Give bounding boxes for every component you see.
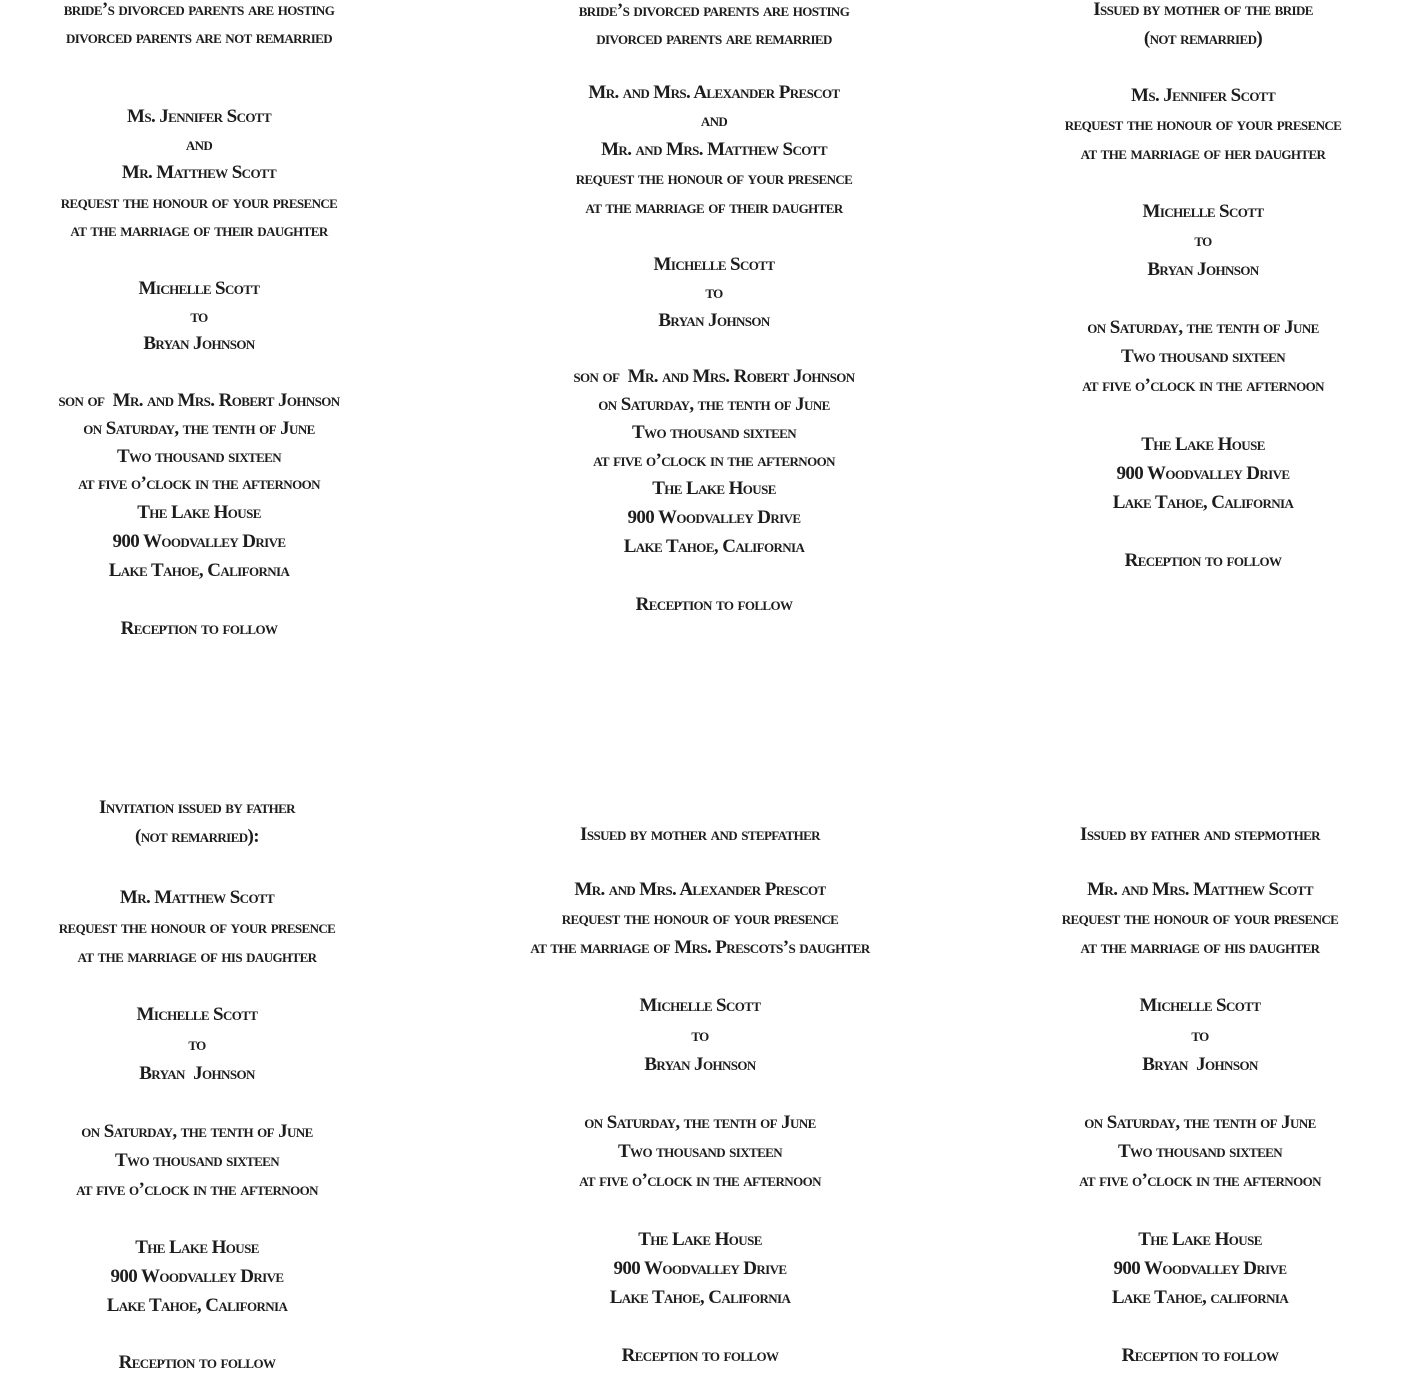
invitation-line: Bryan Johnson — [143, 333, 255, 354]
invitation-line: Bryan Johnson — [658, 310, 770, 331]
invitation-line: at the marriage of his daughter — [77, 946, 317, 967]
invitation-line: Reception to follow — [635, 594, 793, 615]
invitation-line: Two thousand sixteen — [1120, 346, 1286, 367]
invitation-line: Lake Tahoe, California — [108, 560, 290, 581]
invitation-line: 900 Woodvalley Drive — [112, 531, 286, 552]
invitation-line: on Saturday, the tenth of June — [1084, 1112, 1316, 1133]
invitation-line: on Saturday, the tenth of June — [598, 394, 830, 415]
invitation-line: Michelle Scott — [138, 278, 260, 299]
invitation-line: (not remarried): — [135, 826, 259, 847]
invitation-line: The Lake House — [1141, 434, 1265, 455]
invitation-line: at five o’clock in the afternoon — [76, 1179, 318, 1200]
invitation-line: Ms. Jennifer Scott — [1130, 85, 1276, 106]
invitation-line: Mr. and Mrs. Alexander Prescot — [588, 82, 840, 103]
invitation-mother-and-stepfather — [440, 0, 960, 1372]
invitation-line: 900 Woodvalley Drive — [110, 1266, 284, 1287]
invitation-line: 900 Woodvalley Drive — [1113, 1258, 1287, 1279]
invitation-line: on Saturday, the tenth of June — [81, 1121, 313, 1142]
invitation-father-not-remarried — [0, 0, 407, 1372]
invitation-line: Mr. and Mrs. Matthew Scott — [601, 139, 827, 160]
invitation-line: 900 Woodvalley Drive — [613, 1258, 787, 1279]
invitation-line: The Lake House — [135, 1237, 259, 1258]
invitation-line: Ms. Jennifer Scott — [126, 106, 272, 127]
invitation-line: Mr. Matthew Scott — [119, 887, 275, 908]
invitation-line: (not remarried) — [1143, 28, 1263, 49]
invitation-line: at five o’clock in the afternoon — [593, 450, 835, 471]
invitation-line: Two thousand sixteen — [116, 446, 282, 467]
invitation-line: on Saturday, the tenth of June — [83, 418, 315, 439]
invitation-line: The Lake House — [1138, 1229, 1262, 1250]
invitation-line: Mr. and Mrs. Matthew Scott — [1087, 879, 1313, 900]
invitation-line: divorced parents are not remarried — [65, 27, 333, 48]
invitation-line: and — [700, 110, 728, 131]
invitation-line: to — [691, 1025, 709, 1046]
invitation-line: to — [188, 1034, 206, 1055]
invitation-line: on Saturday, the tenth of June — [1087, 317, 1319, 338]
invitation-line: request the honour of your presence — [561, 908, 839, 929]
invitation-line: son of Mr. and Mrs. Robert Johnson — [573, 366, 855, 387]
invitation-line: on Saturday, the tenth of June — [584, 1112, 816, 1133]
invitation-line: request the honour of your presence — [1064, 114, 1342, 135]
invitation-line: to — [190, 306, 208, 327]
invitation-line: Michelle Scott — [136, 1004, 258, 1025]
invitation-line: to — [1194, 230, 1212, 251]
invitation-line: Two thousand sixteen — [631, 422, 797, 443]
invitation-line: Reception to follow — [118, 1352, 276, 1373]
invitation-line: Two thousand sixteen — [114, 1150, 280, 1171]
invitation-line: Lake Tahoe, California — [623, 536, 805, 557]
invitation-line: Reception to follow — [1124, 550, 1282, 571]
invitation-line: at five o’clock in the afternoon — [1082, 375, 1324, 396]
invitation-line: Michelle Scott — [1142, 201, 1264, 222]
invitation-heading: Issued by mother of the bride — [1093, 0, 1313, 20]
invitation-line: request the honour of your presence — [575, 168, 853, 189]
invitation-heading: Issued by mother and stepfather — [580, 824, 820, 845]
invitation-line: and — [185, 134, 213, 155]
invitation-line: 900 Woodvalley Drive — [627, 507, 801, 528]
invitation-line: Reception to follow — [120, 618, 278, 639]
invitation-line: at the marriage of his daughter — [1080, 937, 1320, 958]
invitation-line: request the honour of your presence — [58, 917, 336, 938]
invitation-line: at five o’clock in the afternoon — [579, 1170, 821, 1191]
invitation-line: request the honour of your presence — [60, 192, 338, 213]
invitation-heading: Invitation issued by father — [99, 797, 295, 818]
invitation-father-and-stepmother — [990, 0, 1401, 1372]
invitation-line: divorced parents are remarried — [596, 28, 832, 49]
invitation-line: The Lake House — [137, 502, 261, 523]
invitation-line: at the marriage of their daughter — [70, 220, 328, 241]
invitation-line: at the marriage of their daughter — [585, 197, 843, 218]
invitation-heading: Issued by father and stepmother — [1080, 824, 1320, 845]
invitation-line: Lake Tahoe, california — [1111, 1287, 1289, 1308]
invitation-line: request the honour of your presence — [1061, 908, 1339, 929]
invitation-line: Michelle Scott — [653, 254, 775, 275]
invitation-line: Bryan Johnson — [1142, 1054, 1258, 1075]
invitation-line: at the marriage of her daughter — [1080, 143, 1326, 164]
invitation-line: at the marriage of Mrs. Prescots’s daughter — [530, 937, 870, 958]
invitation-line: The Lake House — [652, 478, 776, 499]
invitation-line: to — [705, 282, 723, 303]
invitation-line: at five o’clock in the afternoon — [78, 473, 320, 494]
invitation-line: Reception to follow — [1121, 1345, 1279, 1366]
invitation-line: Lake Tahoe, California — [1112, 492, 1294, 513]
invitation-line: 900 Woodvalley Drive — [1116, 463, 1290, 484]
invitation-line: to — [1191, 1025, 1209, 1046]
invitation-line: Mr. and Mrs. Alexander Prescot — [574, 879, 826, 900]
invitation-line: Bryan Johnson — [1147, 259, 1259, 280]
invitation-line: Two thousand sixteen — [617, 1141, 783, 1162]
invitation-line: at five o’clock in the afternoon — [1079, 1170, 1321, 1191]
invitation-line: Lake Tahoe, California — [106, 1295, 288, 1316]
invitation-heading: bride’s divorced parents are hosting — [578, 0, 850, 21]
invitation-line: Michelle Scott — [639, 995, 761, 1016]
invitation-line: The Lake House — [638, 1229, 762, 1250]
invitation-line: Lake Tahoe, California — [609, 1287, 791, 1308]
invitation-line: son of Mr. and Mrs. Robert Johnson — [58, 390, 340, 411]
invitation-line: Mr. Matthew Scott — [121, 162, 277, 183]
invitation-line: Bryan Johnson — [644, 1054, 756, 1075]
invitation-line: Bryan Johnson — [139, 1063, 255, 1084]
invitation-heading: bride’s divorced parents are hosting — [63, 0, 335, 20]
invitation-line: Michelle Scott — [1139, 995, 1261, 1016]
invitation-line: Reception to follow — [621, 1345, 779, 1366]
invitation-line: Two thousand sixteen — [1117, 1141, 1283, 1162]
